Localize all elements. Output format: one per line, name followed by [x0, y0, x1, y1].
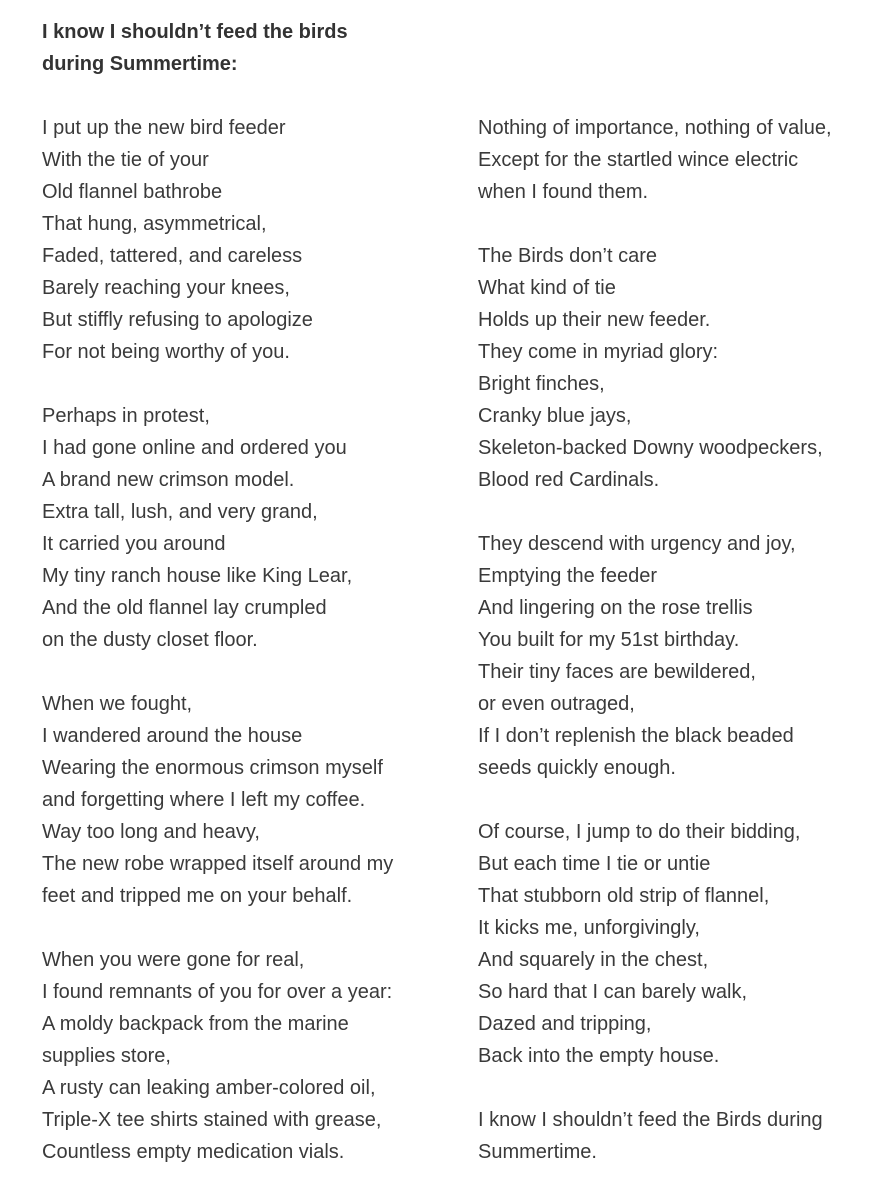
poem-line: supplies store, — [42, 1045, 171, 1067]
poem-line: Except for the startled wince electric — [478, 149, 799, 171]
poem-line: Emptying the feeder — [478, 565, 657, 587]
poem-line: But stiffly refusing to apologize — [42, 309, 313, 331]
poem-line: Summertime. — [478, 1141, 597, 1163]
poem-line: I put up the new bird feeder — [42, 117, 286, 139]
stanza — [478, 816, 832, 1072]
poem-line: Wearing the enormous crimson myself — [42, 757, 383, 779]
poem-line: Their tiny faces are bewildered, — [478, 661, 756, 683]
poem-line: Blood red Cardinals. — [478, 469, 660, 491]
poem-line: Extra tall, lush, and very grand, — [42, 501, 318, 523]
stanza — [478, 240, 832, 496]
poem-line: I had gone online and ordered you — [42, 437, 347, 459]
poem-line: But each time I tie or untie — [478, 853, 711, 875]
poem-line: Triple-X tee shirts stained with grease, — [42, 1109, 382, 1131]
poem-line: The new robe wrapped itself around my — [42, 853, 394, 875]
poem-line: They come in myriad glory: — [478, 341, 719, 363]
stanza — [478, 1104, 832, 1168]
poem-line: I found remnants of you for over a year: — [42, 981, 393, 1003]
poem-line: Back into the empty house. — [478, 1045, 720, 1067]
poem-line: You built for my 51st birthday. — [478, 629, 740, 651]
poem-line: For not being worthy of you. — [42, 341, 290, 363]
poem-title — [42, 16, 348, 80]
poem-line: My tiny ranch house like King Lear, — [42, 565, 353, 587]
poem-line: Of course, I jump to do their bidding, — [478, 821, 801, 843]
poem-line: on the dusty closet floor. — [42, 629, 258, 651]
poem-line: or even outraged, — [478, 693, 635, 715]
poem-line: That stubborn old strip of flannel, — [478, 885, 770, 907]
poem-line: I wandered around the house — [42, 725, 303, 747]
poem-line: It kicks me, unforgivingly, — [478, 917, 700, 939]
right-column — [478, 112, 832, 1200]
stanza — [42, 688, 393, 912]
poem-line: Skeleton-backed Downy woodpeckers, — [478, 437, 823, 459]
poem-line: And the old flannel lay crumpled — [42, 597, 327, 619]
poem-line: Way too long and heavy, — [42, 821, 260, 843]
poem-line: when I found them. — [478, 181, 649, 203]
stanza — [42, 944, 393, 1168]
left-column — [42, 112, 393, 1200]
poem-line: Old flannel bathrobe — [42, 181, 223, 203]
poem-line: A moldy backpack from the marine — [42, 1013, 349, 1035]
poem-line: That hung, asymmetrical, — [42, 213, 267, 235]
poem-line: I know I shouldn’t feed the Birds during — [478, 1109, 823, 1131]
stanza — [42, 112, 393, 368]
poem-line: Cranky blue jays, — [478, 405, 632, 427]
poem-line: Holds up their new feeder. — [478, 309, 711, 331]
poem-line: They descend with urgency and joy, — [478, 533, 796, 555]
poem-line: And squarely in the chest, — [478, 949, 709, 971]
poem-line: Barely reaching your knees, — [42, 277, 290, 299]
poem-line: If I don’t replenish the black beaded — [478, 725, 794, 747]
poem-title-line: during Summertime: — [42, 53, 238, 75]
stanza — [478, 528, 832, 784]
poem-line: seeds quickly enough. — [478, 757, 676, 779]
stanza — [478, 112, 832, 208]
poem-line: A brand new crimson model. — [42, 469, 295, 491]
poem-line: feet and tripped me on your behalf. — [42, 885, 353, 907]
poem-line: Faded, tattered, and careless — [42, 245, 303, 267]
poem-line: Perhaps in protest, — [42, 405, 210, 427]
poem-line: A rusty can leaking amber-colored oil, — [42, 1077, 376, 1099]
poem-line: It carried you around — [42, 533, 226, 555]
poem-line: With the tie of your — [42, 149, 209, 171]
poem-title-line: I know I shouldn’t feed the birds — [42, 21, 348, 43]
poem-line: Bright finches, — [478, 373, 605, 395]
poem-line: The Birds don’t care — [478, 245, 657, 267]
poem-line: When we fought, — [42, 693, 193, 715]
poem-line: and forgetting where I left my coffee. — [42, 789, 366, 811]
poem-line: Countless empty medication vials. — [42, 1141, 345, 1163]
poem-line: So hard that I can barely walk, — [478, 981, 748, 1003]
poem-line: When you were gone for real, — [42, 949, 305, 971]
poem-line: What kind of tie — [478, 277, 616, 299]
stanza — [42, 400, 393, 656]
poem-line: Nothing of importance, nothing of value, — [478, 117, 832, 139]
poem-line: Dazed and tripping, — [478, 1013, 652, 1035]
poem-line: And lingering on the rose trellis — [478, 597, 753, 619]
